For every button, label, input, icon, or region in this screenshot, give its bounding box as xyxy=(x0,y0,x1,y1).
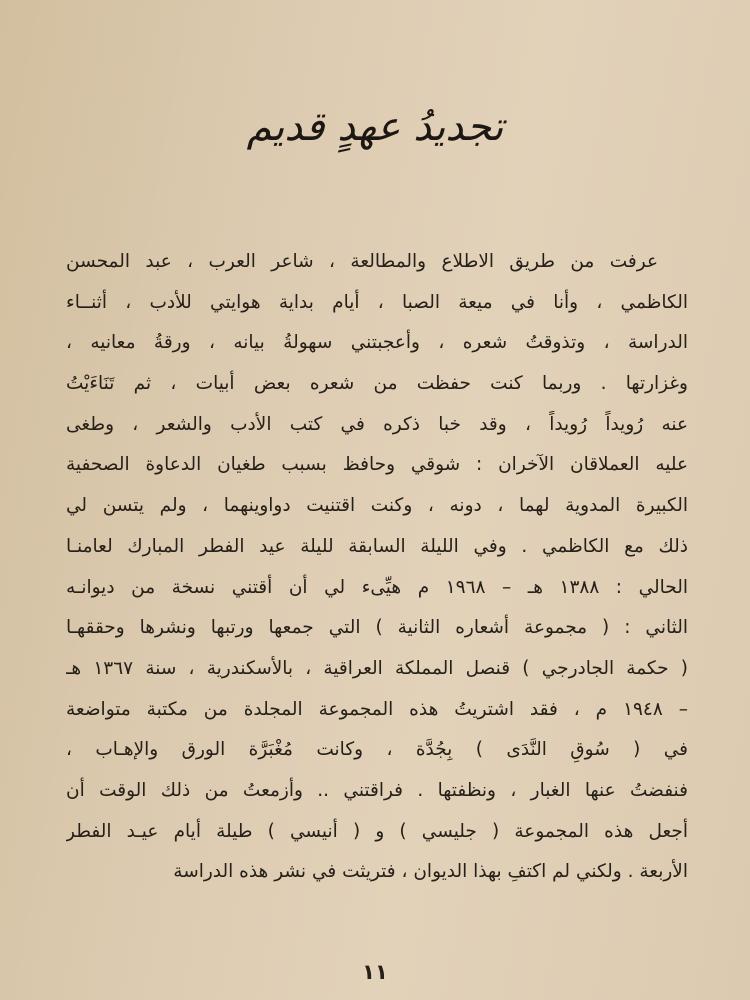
text-line: الأربعة . ولكني لم اكتفِ بهذا الديوان ، فتريثت في نشر هذه الدراسة xyxy=(173,861,688,883)
text-line: فنفضتُ عنها الغبار ، ونظفتها . فراقتني .. وأزمعتُ من ذلك الوقت أن xyxy=(66,779,688,801)
text-line: في ( سُوقِ النَّدَى ) بِجُدَّة ، وكانت مُغْبَرَّة الورق والإهـاب ، xyxy=(66,739,688,761)
page-number: ١١ xyxy=(362,960,388,984)
text-line: الحالي : ١٣٨٨ هـ – ١٩٦٨ م هيِّىء لي أن أقتني نسخة من ديوانـه xyxy=(66,576,688,598)
text-line: عرفت من طريق الاطلاع والمطالعة ، شاعر العرب ، عبد المحسن xyxy=(66,251,658,272)
text-line: عنه رُويداً رُويداً ، وقد خبا ذكره في كتب الأدب والشعر ، وطغى xyxy=(66,413,688,435)
text-line: ( حكمة الجادرجي ) قنصل المملكة العراقية ، بالأسكندرية ، سنة ١٣٦٧ هـ xyxy=(66,657,688,679)
text-line: – ١٩٤٨ م ، فقد اشتريتُ هذه المجموعة المجلدة من مكتبة متواضعة xyxy=(66,698,688,720)
text-line: الكاظمي ، وأنا في ميعة الصبا ، أيام بداية هوايتي للأدب ، أثنــاء xyxy=(66,291,688,313)
text-line: الدراسة ، وتذوقتُ شعره ، وأعجبتني سهولةُ بيانه ، ورقةُ معانيه ، xyxy=(66,332,688,354)
text-line: الثاني : ( مجموعة أشعاره الثانية ) التي جمعها ورتبها ونشرها وحققهـا xyxy=(66,617,688,639)
text-line: عليه العملاقان الآخران : شوقي وحافظ بسبب طغيان الدعاوة الصحفية xyxy=(66,454,688,476)
body-text xyxy=(66,242,688,893)
text-line: وغزارتها . وربما كنت حفظت من شعره بعض أبيات ، ثم تَنَاءَيْتُ xyxy=(66,373,688,395)
text-line: ذلك مع الكاظمي . وفي الليلة السابقة لليلة عيد الفطر المبارك لعامنـا xyxy=(66,535,688,557)
text-line: أجعل هذه المجموعة ( جليسي ) و ( أنيسي ) طيلة أيام عيـد الفطر xyxy=(66,820,688,842)
chapter-title: تجديدُ عهدٍ قديم xyxy=(246,104,504,150)
text-line: الكبيرة المدوية لهما ، دونه ، وكنت اقتنيت دواوينهما ، ولم يتسن لي xyxy=(66,495,688,517)
